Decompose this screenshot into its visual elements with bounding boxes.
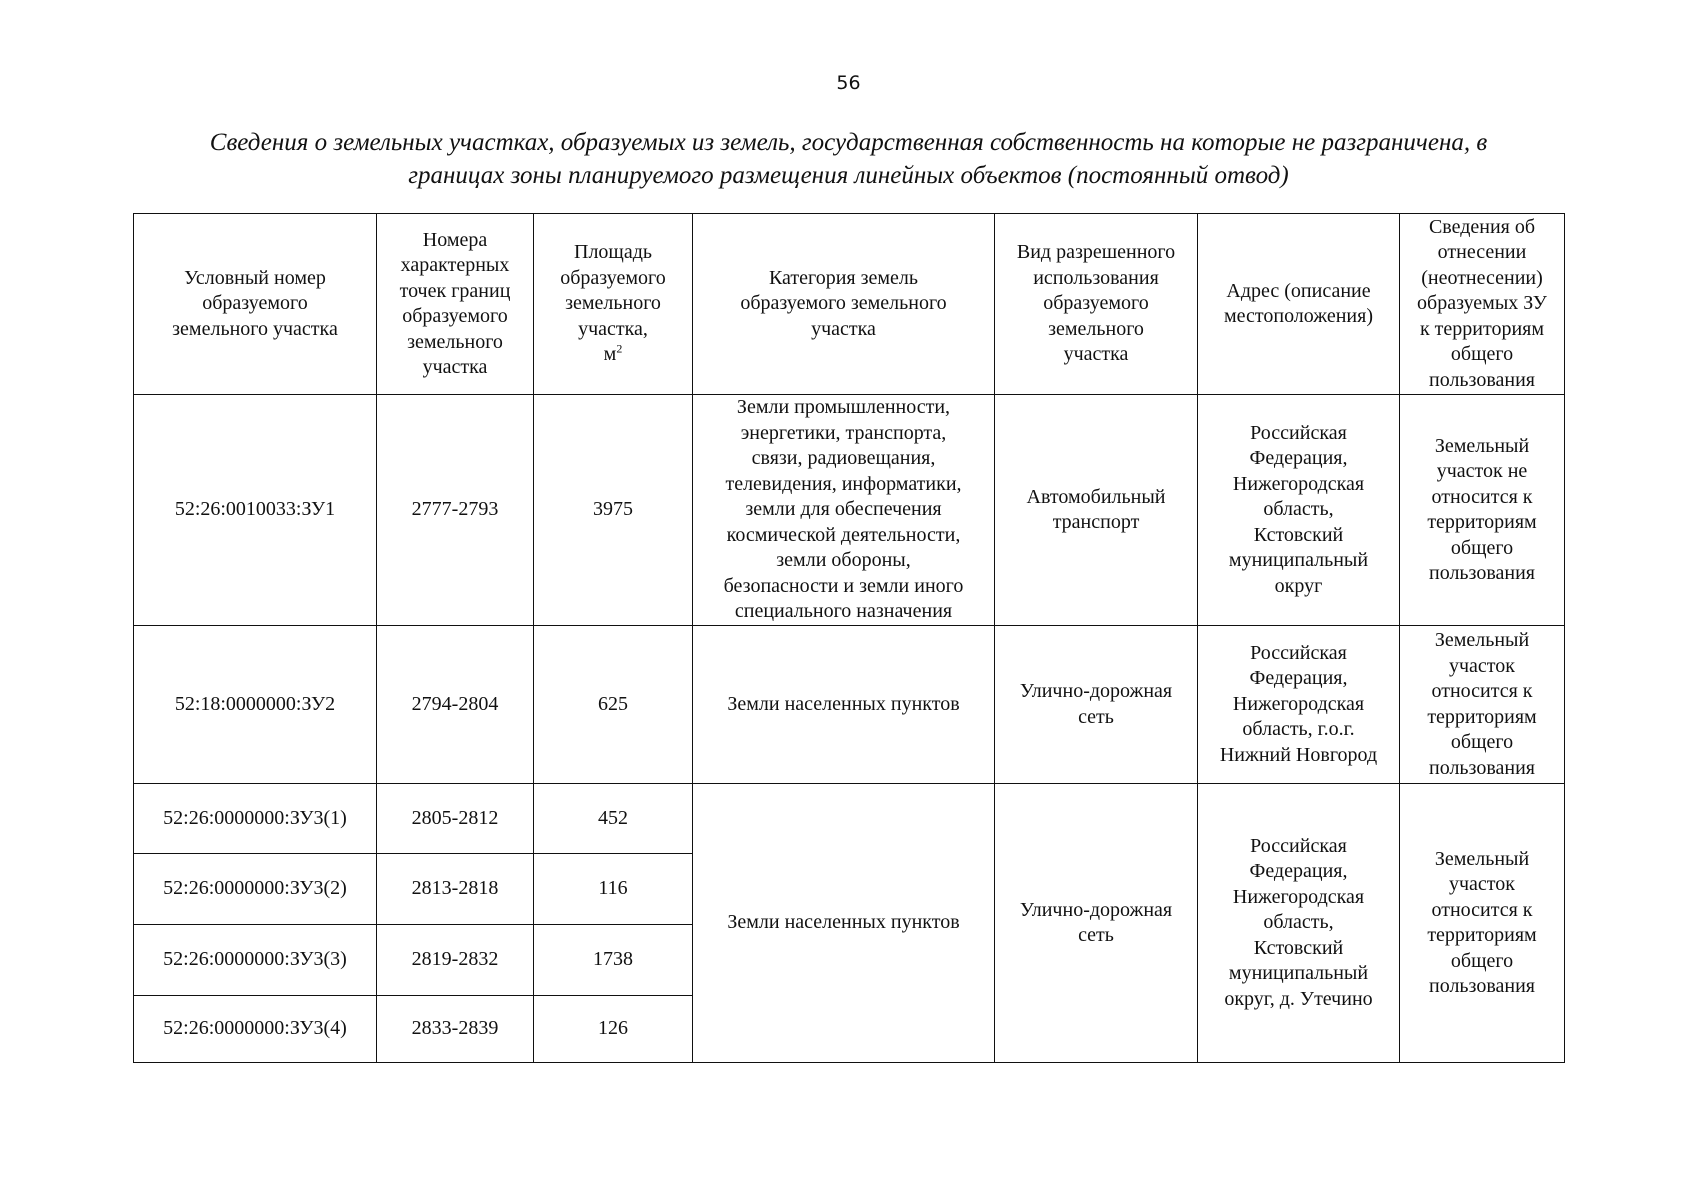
cell-permitted-use (995, 626, 1198, 784)
header-boundary-points (377, 214, 534, 395)
cell-boundary-points: 2777-2793 (377, 395, 534, 626)
land-plots-table (133, 213, 1565, 1063)
cell-plot-number: 52:26:0000000:ЗУ3(1) (134, 784, 377, 854)
cell-public-use-text: Земельный участок не относится к территориям общего пользования (1427, 434, 1537, 584)
cell-address (1198, 626, 1400, 784)
cell-boundary-points: 2794-2804 (377, 626, 534, 784)
cell-land-category (693, 395, 995, 626)
cell-land-category-text: Земли населенных пунктов (727, 692, 960, 715)
header-plot-number-text: Условный номер образуемого земельного участка (172, 266, 338, 340)
cell-plot-number: 52:26:0000000:ЗУ3(3) (134, 925, 377, 996)
cell-address-text: Российская Федерация, Нижегородская область, Кстовский муниципальный округ (1228, 421, 1369, 597)
cell-public-use (1400, 395, 1565, 626)
table-header-row (134, 214, 1565, 395)
cell-public-use-merged (1400, 784, 1565, 1063)
table-row (134, 395, 1565, 626)
cell-boundary-points: 2805-2812 (377, 784, 534, 854)
table-row (134, 626, 1565, 784)
cell-boundary-points: 2833-2839 (377, 996, 534, 1063)
header-boundary-points-text: Номера характерных точек границ образуемого земельного участка (399, 228, 511, 378)
cell-permitted-use-text: Улично-дорожная сеть (1019, 680, 1173, 728)
cell-address (1198, 395, 1400, 626)
document-title-text: Сведения о земельных участках, образуемых из земель, государственная собственность на которые не разграничена, в границах зоны планируемого размещения линейных объектов (постоянный отвод) (209, 129, 1488, 189)
cell-plot-number: 52:26:0000000:ЗУ3(4) (134, 996, 377, 1063)
header-land-category-text: Категория земель образуемого земельного участка (740, 266, 947, 340)
cell-address-text: Российская Федерация, Нижегородская область, г.о.г. Нижний Новгород (1219, 641, 1378, 766)
cell-permitted-use (995, 395, 1198, 626)
cell-land-category-text: Земли промышленности, энергетики, транспорта, связи, радиовещания, телевидения, информатики, земли для обеспечения космической деятельности, земли обороны, безопасности и земли иного специального назначения (723, 396, 964, 623)
cell-land-category (693, 626, 995, 784)
cell-boundary-points: 2819-2832 (377, 925, 534, 996)
cell-address-merged (1198, 784, 1400, 1063)
header-area-text: Площадь образуемого земельного участка, м (560, 241, 666, 366)
header-permitted-use-text: Вид разрешенного использования образуемого земельного участка (1016, 241, 1176, 366)
cell-area: 3975 (534, 395, 693, 626)
header-address (1198, 214, 1400, 395)
header-public-use-text: Сведения об отнесении (неотнесении) образуемых ЗУ к территориям общего пользования (1417, 215, 1547, 391)
header-area (534, 214, 693, 395)
cell-area: 625 (534, 626, 693, 784)
cell-address-text: Российская Федерация, Нижегородская область, Кстовский муниципальный округ, д. Утечино (1224, 834, 1373, 1010)
cell-area: 452 (534, 784, 693, 854)
cell-public-use-text: Земельный участок относится к территориям общего пользования (1427, 629, 1537, 779)
cell-boundary-points: 2813-2818 (377, 854, 534, 925)
cell-permitted-use-text: Улично-дорожная сеть (1019, 898, 1173, 946)
cell-plot-number: 52:26:0000000:ЗУ3(2) (134, 854, 377, 925)
table-row (134, 784, 1565, 854)
header-address-text: Адрес (описание местоположения) (1223, 279, 1373, 327)
header-land-category (693, 214, 995, 395)
header-public-use (1400, 214, 1565, 395)
document-title (100, 126, 1597, 192)
header-plot-number (134, 214, 377, 395)
cell-plot-number: 52:18:0000000:ЗУ2 (134, 626, 377, 784)
page-number: 56 (836, 72, 861, 94)
cell-area: 126 (534, 996, 693, 1063)
cell-area: 116 (534, 854, 693, 925)
header-permitted-use (995, 214, 1198, 395)
cell-area: 1738 (534, 925, 693, 996)
header-area-unit-superscript: 2 (616, 341, 623, 356)
cell-public-use (1400, 626, 1565, 784)
cell-plot-number: 52:26:0010033:ЗУ1 (134, 395, 377, 626)
cell-land-category-text: Земли населенных пунктов (727, 911, 960, 934)
cell-public-use-text: Земельный участок относится к территориям общего пользования (1427, 847, 1537, 997)
cell-permitted-use-text: Автомобильный транспорт (1026, 485, 1166, 533)
cell-permitted-use-merged (995, 784, 1198, 1063)
cell-land-category-merged (693, 784, 995, 1063)
